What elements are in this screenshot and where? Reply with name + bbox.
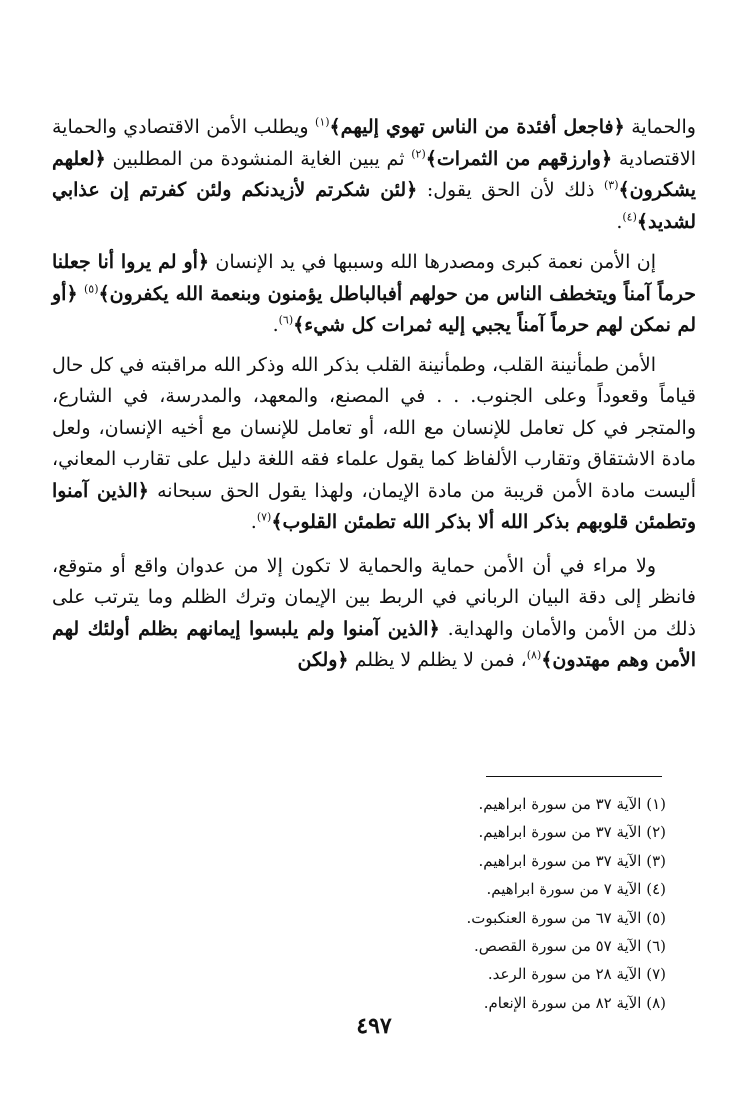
quran-quote: ﴿الذين آمنوا وتطمئن قلوبهم بذكر الله ألا بذكر الله تطمئن القلوب﴾ [52,479,696,533]
quran-quote: ﴿لعلهم يشكرون﴾ [52,147,696,201]
footnote-marker: (٤) [622,210,637,224]
footnote: (٧) الآية ٢٨ من سورة الرعد. [487,965,666,984]
footnote: (٢) الآية ٣٧ من سورة ابراهيم. [478,823,666,842]
quran-quote: ﴿فاجعل أفئدة من الناس تهوي إليهم﴾ [329,116,625,138]
body-text [52,112,696,677]
paragraph-text: ولا مراء في أن الأمن حماية والحماية لا تكون إلا من عدوان واقع أو متوقع، فانظر إلى دقة البيان الرباني في الربط بين الإيمان وترك الظلم وما يترتب على ذلك من الأمن والأمان والهداية. [52,554,696,640]
paragraph-text: ويطلب الأمن الاقتصادي والحماية الاقتصادية [52,116,696,170]
quran-quote: ﴿أو لم نمكن لهم حرماً آمناً يجبي إليه ثمرات كل شيء﴾ [52,282,696,336]
footnotes [406,790,666,1017]
paragraph-text: . [250,511,257,533]
footnote: (١) الآية ٣٧ من سورة ابراهيم. [478,795,666,813]
paragraph [52,551,696,677]
quran-quote: ﴿وارزقهم من الثمرات﴾ [425,147,613,170]
footnote: (٥) الآية ٦٧ من سورة العنكبوت. [466,908,666,927]
footnote: (٦) الآية ٥٧ من سورة القصص. [473,937,666,956]
footnote: (٣) الآية ٣٧ من سورة ابراهيم. [478,851,666,870]
footnote: (٤) الآية ٧ من سورة ابراهيم. [486,880,666,899]
quran-quote: ﴿الذين آمنوا ولم يلبسوا إيمانهم بظلم أولئك لهم الأمن وهم مهتدون﴾ [52,617,696,671]
paragraph-text: ، فمن لا يظلم لا يظلم [348,649,527,671]
footnote: (٨) الآية ٨٢ من سورة الإنعام. [483,993,666,1012]
footnote-marker: (١) [315,115,330,129]
paragraph-text: . [616,210,623,233]
paragraph [52,247,696,342]
footnote-marker: (٨) [526,648,542,662]
page-number: ٤٩٧ [356,1013,392,1039]
footnote-separator [486,776,662,777]
quran-quote: ﴿لئن شكرتم لأزيدنكم ولئن كفرتم إن عذابي لشديد﴾ [52,179,696,233]
paragraph-text: والحماية [624,116,696,138]
footnote-marker: (٥) [84,282,99,296]
footnote-marker: (٦) [278,313,294,327]
paragraph-text: الأمن طمأنينة القلب، وطمأنينة القلب بذكر الله وذكر الله مراقبته في كل حال قياماً وقعوداً وعلى الجنوب. . . في المصنع، والمعهد، والمدرسة، في الشارع، والمتجر في كل تعامل للإنسان مع الله، أو تعامل للإنسان مع أخيه الإنسان، ولعل مادة الاشتقاق وتقارب الألفاظ كما يقول علماء فقه اللغة دليل على تقارب المعاني، أليست مادة الأمن قريبة من مادة الإيمان، ولهذا يقول الحق سبحانه [52,353,696,502]
quran-quote: ﴿ولكن [297,649,349,671]
footnote-marker: (٧) [256,510,272,524]
footnote-marker: (٢) [411,147,426,161]
paragraph-text: ثم يبين الغاية المنشودة من المطلبين [105,147,412,170]
paragraph-text: . [272,314,279,336]
footnote-marker: (٣) [604,178,619,192]
quran-quote: ﴿أو لم يروا أنا جعلنا حرماً آمناً ويتخطف الناس من حولهم أفبالباطل يؤمنون وبنعمة الله يكفرون﴾ [52,251,696,305]
paragraph-text: إن الأمن نعمة كبرى ومصدرها الله وسببها في يد الإنسان [209,251,656,273]
paragraph-text: ذلك لأن الحق يقول: [417,179,604,201]
paragraph [52,112,696,238]
paragraph [52,350,696,539]
